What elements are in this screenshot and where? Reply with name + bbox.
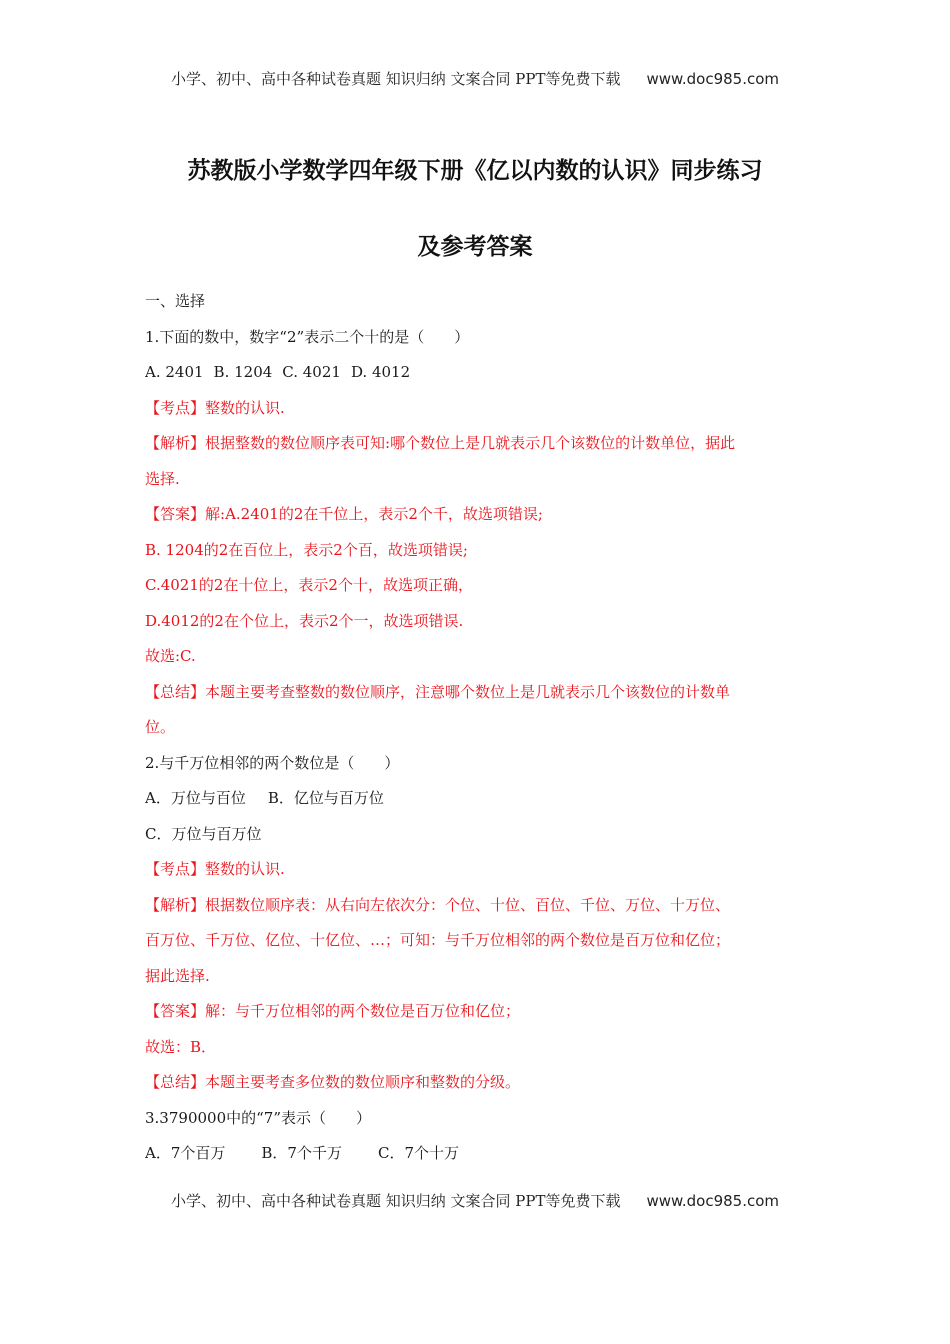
q2-jiexi-cont2: 据此选择. (145, 966, 210, 985)
q3-options (145, 1136, 825, 1172)
q1-options (145, 355, 825, 391)
q2-jiexi-text: 根据数位顺序表：从右向左依次分：个位、十位、百位、千位、万位、十万位、 (205, 895, 731, 914)
q2-option-b: B．亿位与百万位 (267, 789, 384, 807)
q1-daan-b: B. 1204的2在百位上，表示2个百，故选项错误; (145, 540, 468, 559)
q1-jiexi-tag: 【解析】 (145, 434, 206, 452)
q2-kaodian-tag: 【考点】 (145, 860, 206, 878)
q1-zongjie-tag: 【总结】 (145, 682, 206, 701)
q1-daan-tag: 【答案】 (145, 505, 206, 523)
q2-kaodian-text: 整数的认识. (205, 860, 285, 878)
header-text: 小学、初中、高中各种试卷真题 知识归纳 文案合同 PPT等免费下载 (170, 70, 621, 88)
q2-zongjie-text: 本题主要考查多位数的数位顺序和整数的分级。 (205, 1073, 521, 1091)
footer-site: www.doc985.com (646, 1192, 780, 1210)
q3-option-b: B．7个千万 (261, 1144, 342, 1162)
section-heading: 一、选择 (145, 292, 206, 310)
q2-stem: 2.与千万位相邻的两个数位是（ ） (145, 753, 400, 772)
q1-option-a: A. 2401 (145, 363, 204, 381)
q2-zongjie-tag: 【总结】 (145, 1073, 206, 1091)
q2-daan-text: 解：与千万位相邻的两个数位是百万位和亿位； (205, 1002, 521, 1020)
q2-daan (145, 994, 825, 1030)
q1-jiexi-text: 根据整数的数位顺序表可知:哪个数位上是几就表示几个该数位的计数单位，据此 (205, 434, 736, 452)
q2-jiexi-tag: 【解析】 (145, 895, 206, 914)
q1-daan (145, 497, 825, 533)
q1-option-c: C. 4021 (282, 363, 341, 381)
q1-daan-text: 解:A.2401的2在千位上，表示2个千，故选项错误; (205, 505, 543, 523)
doc-title-line2: 及参考答案 (417, 233, 533, 260)
doc-title-line1: 苏教版小学数学四年级下册《亿以内数的认识》同步练习 (187, 157, 763, 184)
q3-stem: 3.3790000中的“7”表示（ ） (145, 1108, 371, 1127)
q1-jiexi-cont: 选择. (145, 469, 180, 488)
q1-kaodian (145, 391, 825, 427)
footer-text: 小学、初中、高中各种试卷真题 知识归纳 文案合同 PPT等免费下载 (170, 1192, 621, 1210)
q1-zongjie-cont: 位。 (145, 718, 176, 736)
q2-option-c: C．万位与百万位 (145, 824, 262, 843)
q2-option-a: A．万位与百位 (145, 789, 246, 807)
q1-daan-d: D.4012的2在个位上，表示2个一，故选项错误. (145, 611, 464, 630)
q1-kaodian-tag: 【考点】 (145, 398, 206, 417)
q1-kaodian-text: 整数的认识. (205, 398, 285, 417)
q2-jiexi (145, 888, 825, 924)
q2-options-row1 (145, 781, 825, 817)
q1-guxuan: 故选:C. (145, 647, 196, 665)
page-footer (0, 1190, 950, 1211)
doc-content (145, 284, 825, 1172)
q2-zongjie (145, 1065, 825, 1101)
q1-option-d: D. 4012 (350, 363, 411, 381)
q1-zongjie-text: 本题主要考查整数的数位顺序，注意哪个数位上是几就表示几个该数位的计数单 (205, 682, 731, 701)
q2-daan-tag: 【答案】 (145, 1002, 206, 1020)
q1-jiexi (145, 426, 825, 462)
q3-option-c: C．7个十万 (377, 1144, 459, 1162)
q1-daan-c: C.4021的2在十位上，表示2个十，故选项正确， (145, 576, 473, 594)
q1-option-b: B. 1204 (213, 363, 273, 381)
q3-option-a: A．7个百万 (145, 1144, 226, 1162)
q1-zongjie (145, 675, 825, 711)
q1-stem: 1.下面的数中，数字“2”表示二个十的是（ ） (145, 327, 470, 346)
q2-kaodian (145, 852, 825, 888)
page-header (0, 68, 950, 89)
header-site: www.doc985.com (646, 70, 780, 88)
q2-guxuan: 故选：B． (145, 1037, 217, 1056)
q2-jiexi-cont1: 百万位、千万位、亿位、十亿位、…；可知：与千万位相邻的两个数位是百万位和亿位； (145, 931, 731, 949)
